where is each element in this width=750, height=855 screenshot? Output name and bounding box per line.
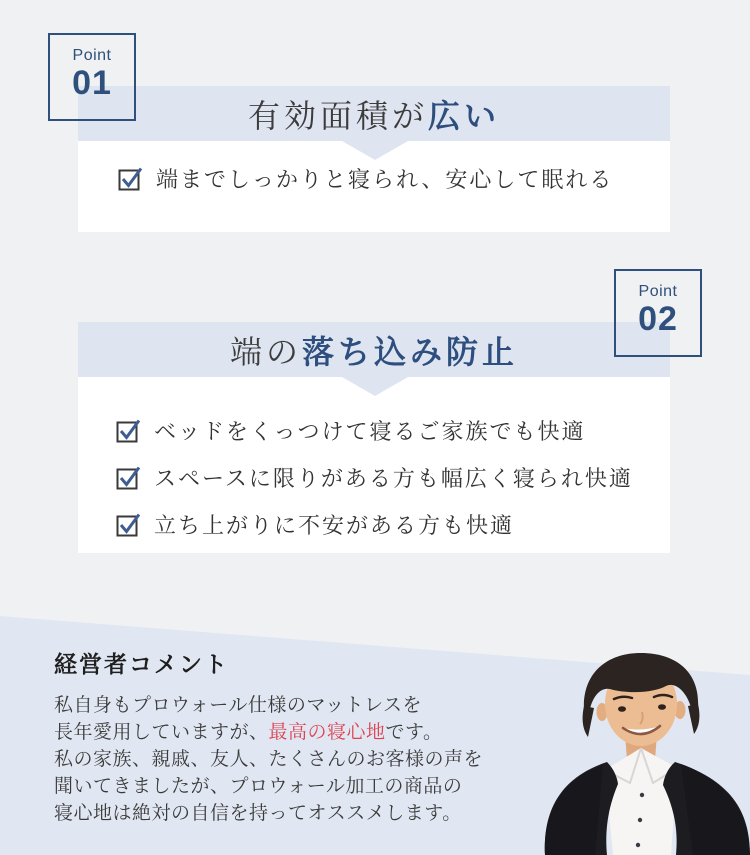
ceo-comment-text: [54, 692, 559, 827]
down-triangle-icon: [342, 377, 408, 396]
checked-checkbox-icon: [116, 512, 141, 537]
point-01-badge: [48, 33, 136, 121]
check-item-text: 立ち上がりに不安がある方も快適: [154, 513, 515, 538]
comment-line-3: 私の家族、親戚、友人、たくさんのお客様の声を: [54, 749, 484, 770]
comment-line-2: 長年愛用していますが、: [54, 722, 269, 743]
checked-checkbox-icon: [116, 418, 141, 443]
section-1-title-prefix: 有効面積が: [247, 97, 428, 134]
section-1-title-accent: 広い: [428, 97, 501, 134]
checked-checkbox-icon: [118, 166, 143, 191]
ceo-comment-heading: 経営者コメント: [54, 651, 229, 677]
section-2-title-banner: [78, 322, 670, 377]
point-label: Point: [638, 283, 678, 300]
section-2-content-box: [78, 377, 670, 553]
ceo-portrait-illustration: [525, 650, 750, 855]
checked-checkbox-icon: [116, 465, 141, 490]
list-item: [116, 415, 670, 446]
section-2-title-accent: 落ち込み防止: [302, 333, 519, 370]
point-number: 02: [638, 300, 678, 338]
list-item: [116, 462, 670, 493]
check-item-text: ベッドをくっつけて寝るご家族でも快適: [154, 419, 586, 444]
point-02-badge: [614, 269, 702, 357]
point-number: 01: [72, 64, 112, 102]
section-1-title-banner: [78, 86, 670, 141]
comment-line-1: 私自身もプロウォール仕様のマットレスを: [54, 695, 423, 716]
check-item-text: 端までしっかりと寝られ、安心して眠れる: [156, 167, 614, 192]
comment-line-2-end: です。: [385, 722, 443, 743]
section-2-title-prefix: 端の: [229, 333, 302, 370]
check-item-text: スペースに限りがある方も幅広く寝られ快適: [154, 466, 633, 491]
comment-line-5: 寝心地は絶対の自信を持ってオススメします。: [54, 803, 462, 824]
comment-line-4: 聞いてきましたが、プロウォール加工の商品の: [54, 776, 463, 797]
comment-highlight-red: 最高の寝心地: [268, 722, 386, 743]
ceo-comment-block: [54, 646, 559, 827]
list-item: [118, 163, 613, 194]
point-label: Point: [72, 47, 112, 64]
list-item: [116, 509, 670, 540]
ceo-portrait-photo: [525, 650, 750, 855]
down-triangle-icon: [342, 141, 408, 160]
